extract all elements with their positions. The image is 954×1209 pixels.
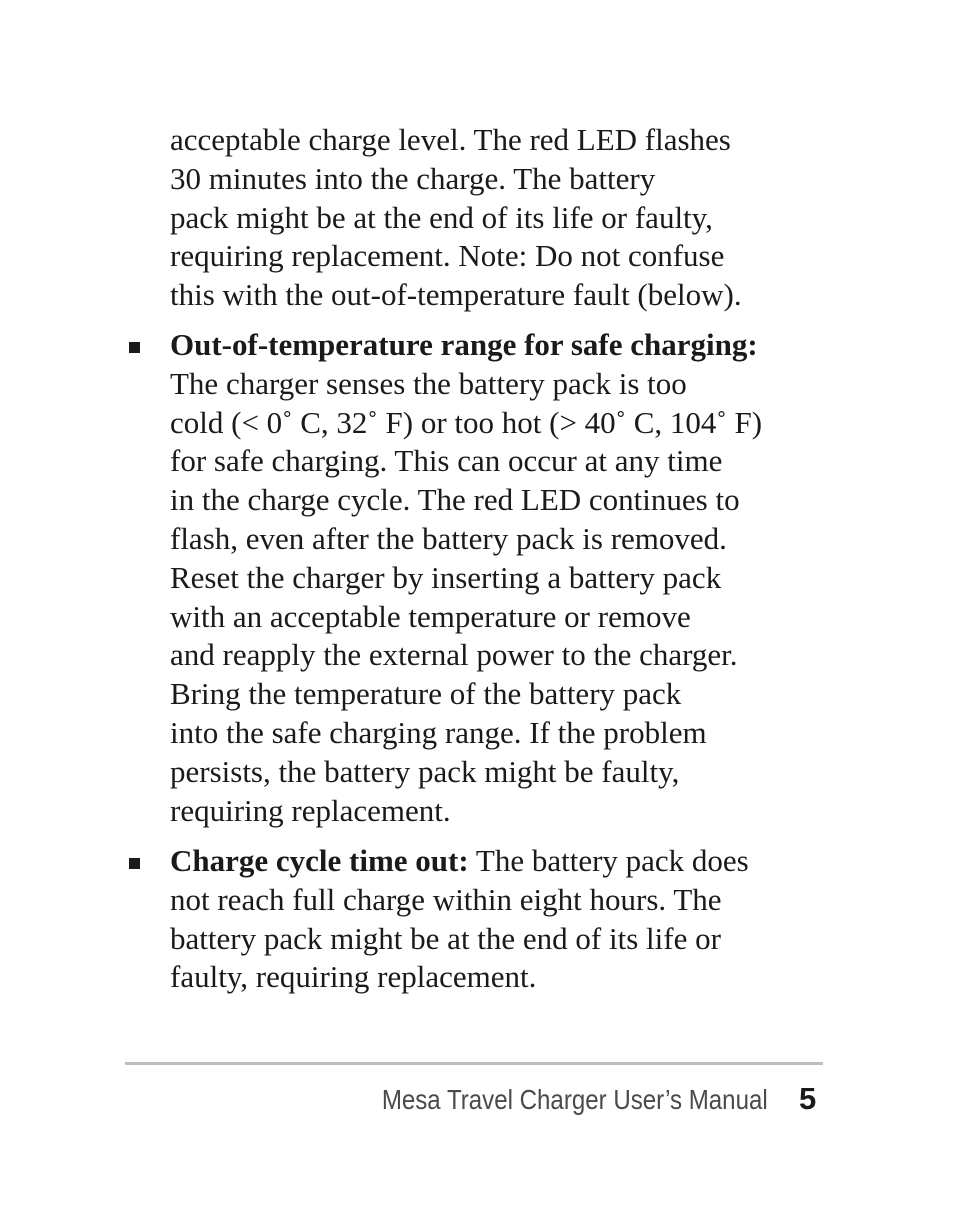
text-line: into the safe charging range. If the problem: [170, 714, 707, 750]
text-line: requiring replacement. Note: Do not confuse: [170, 238, 725, 274]
text-line: persists, the battery pack might be faulty,: [170, 753, 680, 789]
text-line: and reapply the external power to the charger.: [170, 637, 738, 673]
text-line: in the charge cycle. The red LED continues to: [170, 482, 740, 518]
text-line: [170, 842, 749, 881]
text-line: Bring the temperature of the battery pack: [170, 676, 682, 712]
footer-manual-title: Mesa Travel Charger User’s Manual: [382, 1084, 768, 1115]
text-line: cold (< 0˚ C, 32˚ F) or too hot (> 40˚ C, 104˚ F): [170, 404, 763, 440]
page-number: 5: [799, 1081, 817, 1116]
text-line: The charger senses the battery pack is too: [170, 365, 687, 401]
item-heading: Out-of-temperature range for safe charging:: [170, 327, 758, 362]
footer-divider: [125, 1062, 823, 1065]
text-line: with an acceptable temperature or remove: [170, 598, 691, 634]
text-line: Reset the charger by inserting a battery pack: [170, 559, 722, 595]
intro-paragraph: [170, 121, 742, 315]
bullet-marker: [129, 858, 140, 869]
text-line: flash, even after the battery pack is removed.: [170, 520, 727, 556]
item-heading: Charge cycle time out:: [170, 843, 469, 878]
list-item-timeout: [170, 842, 749, 997]
text-run: The battery pack does: [468, 843, 749, 878]
text-line: this with the out-of-temperature fault (below).: [170, 277, 742, 313]
text-line: 30 minutes into the charge. The battery: [170, 160, 656, 196]
text-line: acceptable charge level. The red LED flashes: [170, 122, 731, 157]
text-line: for safe charging. This can occur at any time: [170, 443, 723, 479]
list-item-temperature: [170, 326, 762, 830]
text-line: not reach full charge within eight hours. The: [170, 881, 722, 917]
text-line: requiring replacement.: [170, 792, 451, 828]
bullet-marker: [129, 342, 140, 353]
text-line: battery pack might be at the end of its life or: [170, 920, 721, 956]
text-line: faulty, requiring replacement.: [170, 959, 537, 995]
text-line: pack might be at the end of its life or faulty,: [170, 199, 713, 235]
